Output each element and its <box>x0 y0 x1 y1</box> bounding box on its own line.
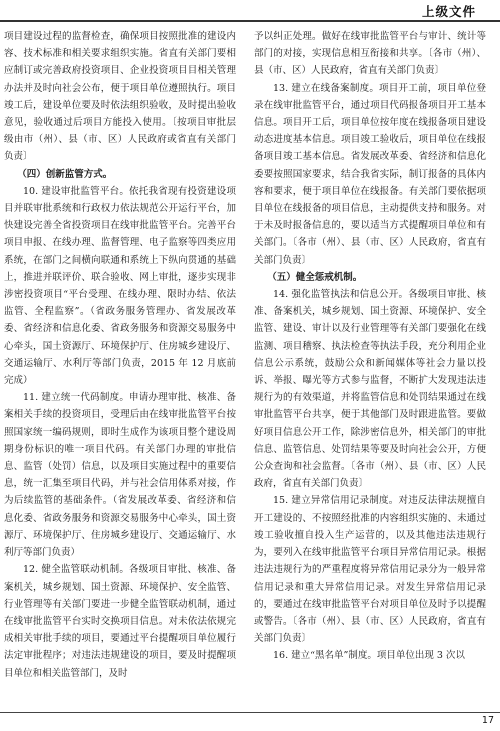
paragraph: 15. 建立异常信用记录制度。对违反法律法规擅自开工建设的、不按照经批准的内容组织实施的、未通过竣工验收擅自投入生产运营的，以及其他违法违规行为，要列入在线审批监管平台项目异常信用记录。根据违法违规行为的严重程度将异常信用记录分为一般异常信用记录和重大异常信用记录。对发生异常信用记录的，要通过在线审批监管平台对项目单位及时予以提醒或警告。〔各市（州）、县（市、区）人民政府，省直有关部门负责〕 <box>254 495 486 645</box>
left-column <box>4 28 236 682</box>
page-header <box>0 0 500 22</box>
paragraph: 14. 强化监管执法和信息公开。各级项目审批、核准、备案机关，城乡规划、国土资源、环境保护、安全监管、建设、审计以及行业管理等有关部门要强化在线监测、项目稽察、执法检查等执法手段，充分利用企业信息公示系统，鼓励公众和新闻媒体等社会力量以投诉、举报、曝光等方式参与监督，不断扩大发现违法违规行为的有效渠道，并将监管信息和处罚结果通过在线审批监管平台共享，便于其他部门及时跟进监管。要做好项目信息公开工作，除涉密信息外，相关部门的审批信息、监管信息、处罚结果等要及时向社会公开，方便公众查询和社会监督。〔各市（州）、县（市、区）人民政府，省直有关部门负责〕 <box>254 289 486 490</box>
paragraph: 13. 建立在线备案制度。项目开工前，项目单位登录在线审批监管平台，通过项目代码报备项目开工基本信息。项目开工后，项目单位按年度在线报备项目建设动态进度基本信息。项目竣工验收后，项目单位在线报备项目竣工基本信息。省发展改革委、省经济和信息化委要按照国家要求，结合我省实际，制订报备的具体内容和要求，便于项目单位在线报备。有关部门要依据项目单位在线报备的项目信息，主动提供支持和服务。对于未及时报备信息的，要以适当方式提醒项目单位和有关部门。〔各市（州）、县（市、区）人民政府，省直有关部门负责〕 <box>254 82 486 266</box>
paragraph: 项目建设过程的监督检查，确保项目按照批准的建设内容、技术标准和相关要求组织实施。省直有关部门要相应制订或完善政府投资项目、企业投资项目目相关管理办法并及时向社会公布，便于项目单位遵照执行。项目竣工后，建设单位要及时依法组织验收，及时提出验收意见，验收通过后项目方能投入使用。〔按项目审批层级由市（州）、县（市、区）人民政府或省直有关部门负责〕 <box>4 31 236 163</box>
section-title: 上级文件 <box>421 4 476 19</box>
section-subheading: （四）创新监管方式。 <box>17 168 113 180</box>
paragraph: 11. 建立统一代码制度。申请办理审批、核准、备案相关手续的投资项目，受理后由在线审批监管平台按照国家统一编码规则，即时生成作为该项目整个建设周期身份标识的唯一项目代码。有关部门办理的审批信息、监管（处罚）信息，以及项目实施过程中的重要信息，统一汇集至项目代码，并与社会信用体系对接，作为后续监管的基础条件。（省发展改革委、省经济和信息化委、省政务服务和资源交易服务中心牵头，国土资源厅、环境保护厅、住房城乡建设厅、交通运输厅、水利厅等部门负责） <box>4 392 236 559</box>
section-subheading: （五）健全惩戒机制。 <box>267 271 363 283</box>
right-column <box>254 28 486 665</box>
page-number: 17 <box>481 715 494 726</box>
footer-rule <box>0 712 500 713</box>
paragraph: 12. 健全监管联动机制。各级项目审批、核准、备案机关，城乡规划、国土资源、环境保护、安全监管、行业管理等有关部门要进一步健全监管联动机制，通过在线审批监管平台实时交换项目信息。对未依法依规完成相关审批手续的项目，要通过平台提醒项目单位履行法定审批程序；对违法违规建设的项目，要及时提醒项目单位和相关监管部门，及时 <box>4 564 236 679</box>
paragraph: 予以纠正处理。做好在线审批监管平台与审计、统计等部门的对接，实现信息相互衔接和共享。〔各市（州）、县（市、区）人民政府，省直有关部门负责〕 <box>254 31 486 77</box>
paragraph: 10. 建设审批监管平台。依托我省现有投资建设项目并联审批系统和行政权力依法规范公开运行平台，加快建设完善全省投资项目在线审批监管平台。完善平台项目申报、在线办理、监督管理、电子监察等四类应用系统，在部门之间横向联通和系统上下纵向贯通的基础上，推进并联评价、联合验收、网上审批，逐步实现非涉密投资项目“平台受理、在线办理、限时办结、依法监管、全程监察”。（省政务服务管理办、省发展改革委、省经济和信息化委、省政务服务和资源交易服务中心牵头，国土资源厅、环境保护厅、住房城乡建设厅、交通运输厅、水利厅等部门负责，2015 年 12 月底前完成） <box>4 185 236 387</box>
header-rule <box>0 20 500 22</box>
paragraph: 16. 建立“黑名单”制度。项目单位出现 3 次以 <box>273 650 465 662</box>
